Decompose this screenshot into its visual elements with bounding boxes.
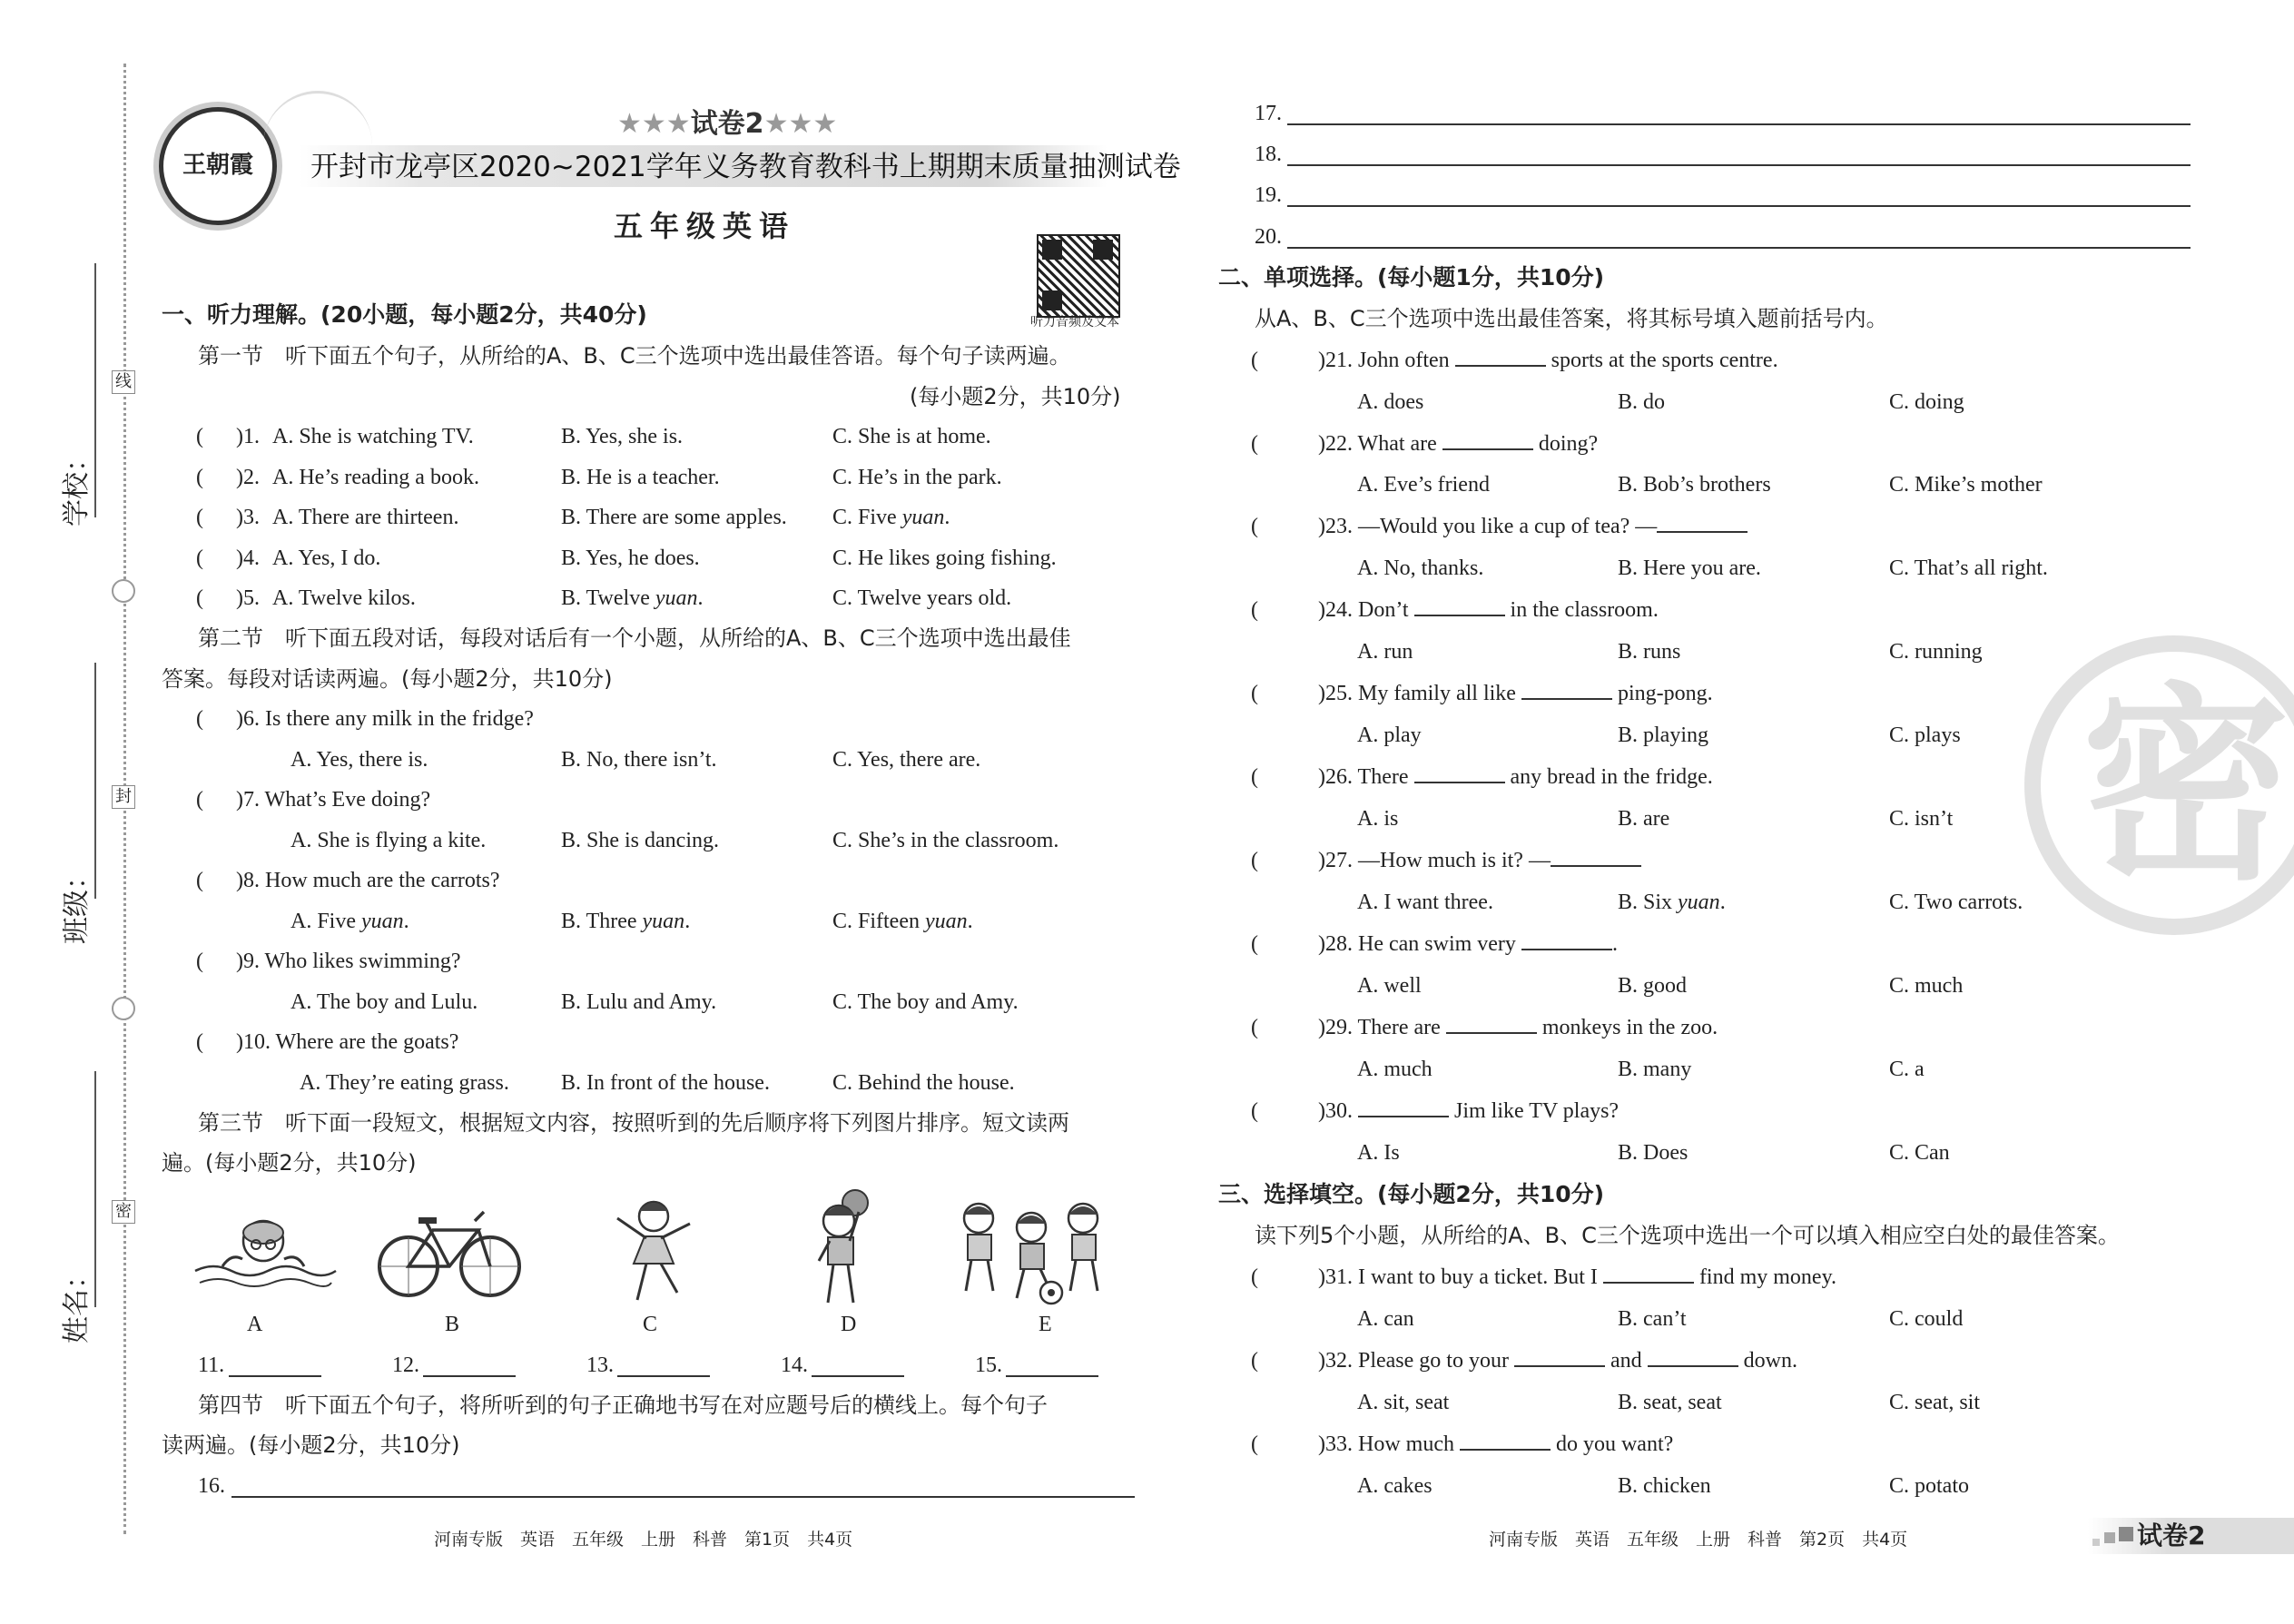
order-15-label: 15. — [975, 1353, 1002, 1377]
seal-watermark — [2024, 635, 2294, 935]
option-c: C. Mike’s mother — [1889, 473, 2043, 497]
answer-bracket[interactable]: ( )3. — [196, 506, 260, 529]
fill-blank — [1446, 1014, 1537, 1034]
order-13-blank[interactable] — [617, 1375, 710, 1377]
fill-blank — [1414, 763, 1505, 783]
picture-label-e: E — [1039, 1313, 1052, 1336]
option-a: A. They’re eating grass. — [300, 1071, 509, 1095]
paper-series-label: ★★★试卷2★★★ — [617, 108, 838, 140]
fill-blank — [1648, 1347, 1738, 1367]
option-a: A. much — [1357, 1058, 1433, 1081]
seal-watermark-text: 密 — [2081, 666, 2290, 909]
footer-left: 河南专版 英语 五年级 上册 科普 第1页 共4页 — [434, 1530, 853, 1550]
order-12-blank[interactable] — [423, 1375, 516, 1377]
fill-blank — [1514, 1347, 1605, 1367]
option-b: B. There are some apples. — [561, 506, 787, 529]
footer-square-icon — [2092, 1539, 2100, 1546]
order-14-blank[interactable] — [812, 1375, 904, 1377]
option-a: A. There are thirteen. — [272, 506, 459, 529]
order-15-blank[interactable] — [1006, 1375, 1098, 1377]
fill-blank — [1455, 347, 1546, 367]
writing-19-line[interactable] — [1287, 205, 2191, 207]
option-b: B. He is a teacher. — [561, 466, 720, 489]
writing-17-label: 17. — [1255, 102, 1282, 125]
option-c: C. much — [1889, 974, 1964, 998]
writing-20-label: 20. — [1255, 225, 1282, 249]
option-b: B. Lulu and Amy. — [561, 990, 717, 1014]
option-b: B. Six yuan. — [1618, 891, 1726, 914]
option-b: B. runs — [1618, 640, 1681, 664]
binding-circle-icon — [112, 997, 135, 1020]
option-b: B. good — [1618, 974, 1688, 998]
qr-caption: 听力音频及文本 — [1030, 315, 1119, 330]
answer-bracket[interactable]: ( )1. — [196, 425, 260, 448]
order-12-label: 12. — [392, 1353, 419, 1377]
writing-20-line[interactable] — [1287, 247, 2191, 249]
option-b: B. Twelve yuan. — [561, 586, 704, 610]
option-c: C. Twelve years old. — [832, 586, 1012, 610]
option-c: C. doing — [1889, 390, 1964, 414]
exam-title: 开封市龙亭区2020~2021学年义务教育教科书上期期末质量抽测试卷 — [310, 151, 1181, 183]
question-26-stem[interactable]: ( )26. There any bread in the fridge. — [1251, 765, 1713, 789]
answer-bracket[interactable]: ( )4. — [196, 546, 260, 570]
part2-intro-line2: 答案。每段对话读两遍。(每小题2分，共10分) — [162, 666, 613, 692]
option-a: A. well — [1357, 974, 1422, 998]
writing-17-line[interactable] — [1287, 123, 2191, 125]
option-a: A. sit, seat — [1357, 1391, 1450, 1414]
option-c: C. Two carrots. — [1889, 891, 2023, 914]
option-c: C. She’s in the classroom. — [832, 829, 1059, 852]
option-a: A. run — [1357, 640, 1413, 664]
option-c: C. could — [1889, 1307, 1964, 1331]
option-a: A. Yes, I do. — [272, 546, 381, 570]
option-b: B. Yes, she is. — [561, 425, 684, 448]
qr-code-icon — [1037, 234, 1120, 318]
section2-intro: 从A、B、C三个选项中选出最佳答案，将其标号填入题前括号内。 — [1255, 306, 1888, 331]
question-24-stem[interactable]: ( )24. Don’t in the classroom. — [1251, 598, 1659, 622]
option-a: A. He’s reading a book. — [272, 466, 479, 489]
option-b: B. Does — [1618, 1141, 1689, 1165]
option-b: B. Three yuan. — [561, 910, 691, 933]
binding-mark-line: 线 — [112, 370, 135, 394]
binding-mark-secret: 密 — [112, 1200, 135, 1224]
part4-intro-line2: 读两遍。(每小题2分，共10分) — [162, 1432, 460, 1458]
question-27-stem[interactable]: ( )27. —How much is it? — — [1251, 847, 1641, 874]
picture-label-b: B — [445, 1313, 460, 1336]
part1-score: (每小题2分，共10分) — [910, 384, 1121, 409]
question-29-stem[interactable]: ( )29. There are monkeys in the zoo. — [1251, 1016, 1718, 1039]
option-c: C. The boy and Amy. — [832, 990, 1019, 1014]
option-a: A. She is flying a kite. — [290, 829, 487, 852]
picture-basketball-boy — [799, 1185, 899, 1312]
picture-dancing-girl — [590, 1191, 708, 1309]
binding-school-line — [94, 263, 96, 517]
option-b: B. do — [1618, 390, 1666, 414]
option-b: B. Bob’s brothers — [1618, 473, 1771, 497]
part2-intro-line1: 第二节 听下面五段对话，每段对话后有一个小题，从所给的A、B、C三个选项中选出最佳 — [198, 625, 1071, 651]
fill-blank — [1358, 1097, 1449, 1117]
answer-bracket[interactable]: ( )2. — [196, 466, 260, 489]
question-28-stem[interactable]: ( )28. He can swim very . — [1251, 932, 1618, 956]
writing-18-line[interactable] — [1287, 164, 2191, 166]
option-c: C. Five yuan. — [832, 506, 950, 529]
picture-label-d: D — [841, 1313, 857, 1336]
footer-paper-tag: 试卷2 — [2137, 1521, 2206, 1550]
footer-right: 河南专版 英语 五年级 上册 科普 第2页 共4页 — [1489, 1530, 1908, 1550]
fill-blank — [1460, 1431, 1551, 1451]
question-23-stem[interactable]: ( )23. —Would you like a cup of tea? — — [1251, 513, 1748, 540]
fill-blank — [1521, 680, 1612, 700]
question-6-stem[interactable]: ( )6. Is there any milk in the fridge? — [196, 707, 534, 731]
option-a: A. The boy and Lulu. — [290, 990, 478, 1014]
footer-square-icon — [2104, 1532, 2115, 1543]
order-11-blank[interactable] — [229, 1375, 321, 1377]
binding-name-line — [94, 1071, 96, 1307]
option-b: B. playing — [1618, 723, 1708, 747]
section2-heading: 二、单项选择。(每小题1分，共10分) — [1218, 264, 1605, 290]
brand-logo-text: 王朝霞 — [182, 152, 253, 179]
fill-blank — [1551, 847, 1641, 867]
question-21-stem[interactable]: ( )21. John often sports at the sports centre. — [1251, 349, 1778, 372]
binding-school-label: 学校： — [61, 445, 93, 527]
question-8-stem[interactable]: ( )8. How much are the carrots? — [196, 869, 500, 892]
option-c: C. plays — [1889, 723, 1961, 747]
option-a: A. Is — [1357, 1141, 1400, 1165]
option-a: A. Twelve kilos. — [272, 586, 416, 610]
writing-16-line[interactable] — [231, 1496, 1135, 1498]
writing-16-label: 16. — [198, 1474, 225, 1498]
answer-bracket[interactable]: ( )5. — [196, 586, 260, 610]
subject-title: 五年级英语 — [614, 209, 796, 243]
fill-blank — [1442, 430, 1533, 450]
option-a: A. I want three. — [1357, 891, 1493, 914]
picture-bicycle — [377, 1203, 522, 1303]
option-b: B. are — [1618, 807, 1670, 831]
question-25-stem[interactable]: ( )25. My family all like ping-pong. — [1251, 682, 1713, 705]
option-b: B. Here you are. — [1618, 556, 1761, 580]
binding-mark-seal: 封 — [112, 785, 135, 809]
star-icon: ★★★ — [617, 108, 691, 140]
option-b: B. chicken — [1618, 1474, 1711, 1498]
option-b: B. Yes, he does. — [561, 546, 700, 570]
fill-blank — [1603, 1264, 1694, 1284]
fill-blank — [1657, 513, 1748, 533]
order-14-label: 14. — [781, 1353, 808, 1377]
fill-blank — [1521, 930, 1612, 950]
option-c: C. She is at home. — [832, 425, 991, 448]
fill-blank — [1414, 596, 1505, 616]
binding-name-label: 姓名： — [61, 1262, 93, 1343]
option-c: C. potato — [1889, 1474, 1969, 1498]
option-c: C. isn’t — [1889, 807, 1954, 831]
option-c: C. Yes, there are. — [832, 748, 981, 772]
order-13-label: 13. — [586, 1353, 614, 1377]
question-7-stem[interactable]: ( )7. What’s Eve doing? — [196, 788, 431, 812]
question-30-stem[interactable]: ( )30. Jim like TV plays? — [1251, 1099, 1620, 1123]
option-c: C. a — [1889, 1058, 1925, 1081]
brand-logo-badge — [159, 107, 277, 225]
part3-intro-line2: 遍。(每小题2分，共10分) — [162, 1150, 417, 1176]
order-11-label: 11. — [198, 1353, 225, 1377]
part3-intro-line1: 第三节 听下面一段短文，根据短文内容，按照听到的先后顺序将下列图片排序。短文读两 — [198, 1110, 1069, 1136]
picture-swimming — [186, 1203, 340, 1303]
option-c: C. Can — [1889, 1141, 1950, 1165]
part4-intro-line1: 第四节 听下面五个句子，将所听到的句子正确地书写在对应题号后的横线上。每个句子 — [198, 1393, 1048, 1418]
option-c: C. running — [1889, 640, 1983, 664]
section1-heading: 一、听力理解。(20小题，每小题2分，共40分) — [162, 301, 647, 328]
option-c: C. That’s all right. — [1889, 556, 2048, 580]
picture-label-c: C — [643, 1313, 658, 1336]
question-10-stem[interactable]: ( )10. Where are the goats? — [196, 1030, 459, 1054]
binding-class-line — [94, 663, 96, 899]
question-9-stem[interactable]: ( )9. Who likes swimming? — [196, 950, 461, 973]
question-22-stem[interactable]: ( )22. What are doing? — [1251, 432, 1599, 456]
option-a: A. No, thanks. — [1357, 556, 1484, 580]
footer-square-icon — [2119, 1527, 2133, 1541]
writing-19-label: 19. — [1255, 183, 1282, 207]
picture-label-a: A — [247, 1313, 263, 1336]
writing-18-label: 18. — [1255, 143, 1282, 166]
option-c: C. seat, sit — [1889, 1391, 1980, 1414]
section3-intro: 读下列5个小题，从所给的A、B、C三个选项中选出一个可以填入相应空白处的最佳答案。 — [1255, 1223, 2120, 1248]
question-31-stem[interactable]: ( )31. I want to buy a ticket. But I find my money. — [1251, 1265, 1837, 1289]
picture-football-boys — [951, 1191, 1115, 1309]
option-b: B. can’t — [1618, 1307, 1687, 1331]
question-33-stem[interactable]: ( )33. How much do you want? — [1251, 1432, 1674, 1456]
option-a: A. cakes — [1357, 1474, 1433, 1498]
option-b: B. seat, seat — [1618, 1391, 1722, 1414]
section3-heading: 三、选择填空。(每小题2分，共10分) — [1218, 1181, 1605, 1207]
option-a: A. does — [1357, 390, 1424, 414]
option-b: B. She is dancing. — [561, 829, 719, 852]
option-c: C. Fifteen yuan. — [832, 910, 973, 933]
option-a: A. can — [1357, 1307, 1414, 1331]
part1-intro: 第一节 听下面五个句子，从所给的A、B、C三个选项中选出最佳答语。每个句子读两遍。 — [198, 343, 1071, 369]
option-a: A. Yes, there is. — [290, 748, 428, 772]
option-a: A. play — [1357, 723, 1422, 747]
option-a: A. She is watching TV. — [272, 425, 474, 448]
option-b: B. In front of the house. — [561, 1071, 770, 1095]
option-b: B. many — [1618, 1058, 1692, 1081]
option-c: C. He likes going fishing. — [832, 546, 1057, 570]
option-b: B. No, there isn’t. — [561, 748, 717, 772]
question-32-stem[interactable]: ( )32. Please go to your and down. — [1251, 1349, 1797, 1373]
star-icon: ★★★ — [763, 108, 838, 140]
option-a: A. Five yuan. — [290, 910, 409, 933]
option-a: A. Eve’s friend — [1357, 473, 1490, 497]
option-c: C. Behind the house. — [832, 1071, 1015, 1095]
option-c: C. He’s in the park. — [832, 466, 1002, 489]
option-a: A. is — [1357, 807, 1399, 831]
binding-class-label: 班级： — [61, 862, 93, 944]
binding-circle-icon — [112, 579, 135, 603]
